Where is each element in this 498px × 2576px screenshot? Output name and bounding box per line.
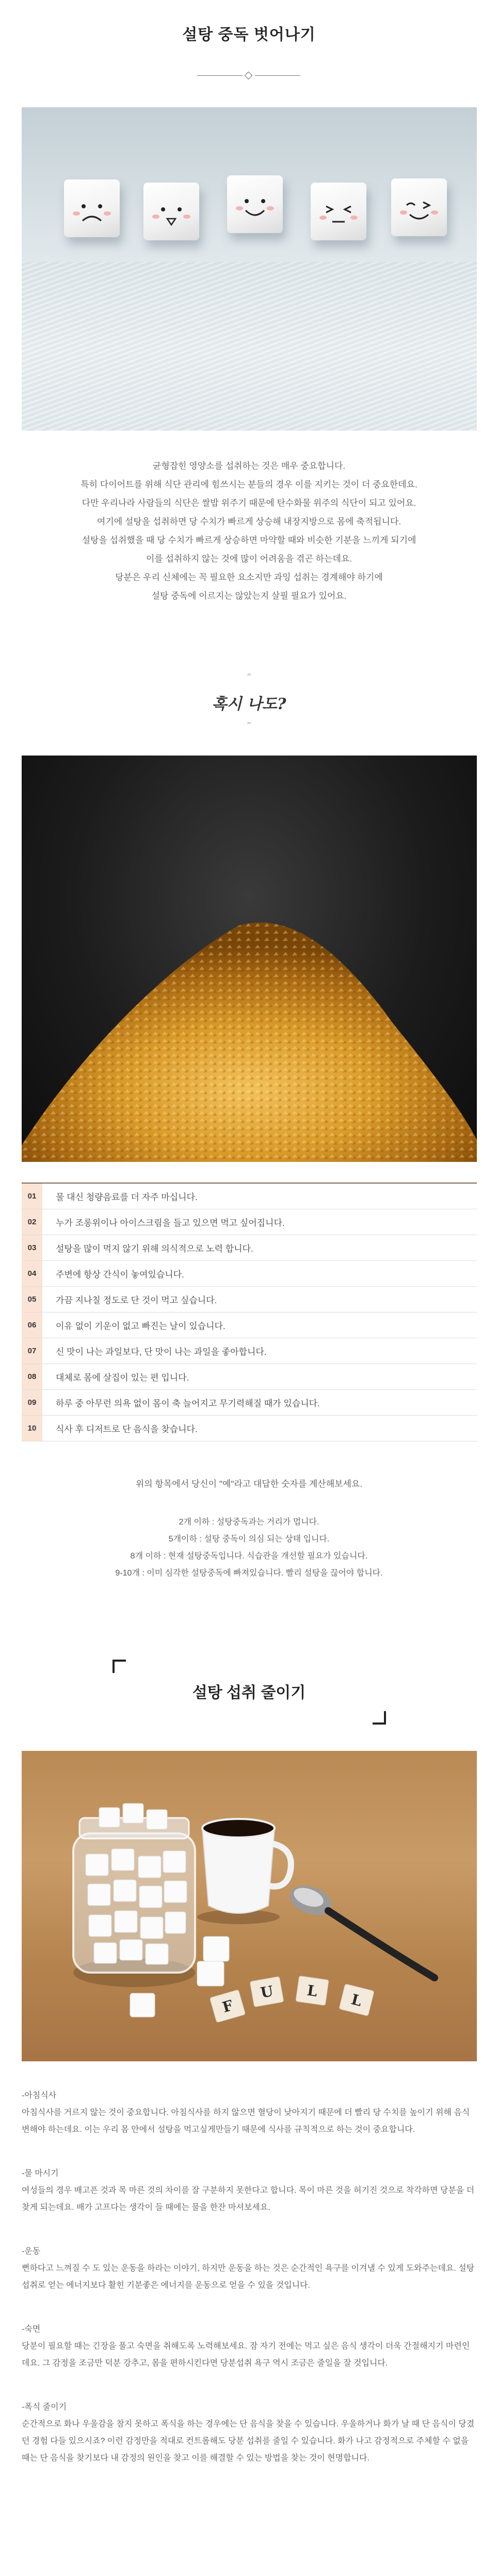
- tip-sleep: -숙면 당분이 필요할 때는 긴장을 풀고 숙면을 취해도록 노력해보세요. 잠 자기 전에는 먹고 싶은 음식 생각이 더욱 간절해지기 마련인데요. 그 감정을 조금만 덕분 강추고, 몸을 편하시킨다면 당분섭취 욕구 역시 조금은 줄일을 잘 것입니다.: [22, 2325, 470, 2368]
- corner-bracket-top-left: [113, 1660, 126, 1673]
- diamond-icon: [245, 72, 253, 80]
- tip-water: -물 마시기 여성들의 경우 배고픈 것과 목 마른 것의 차이를 잘 구분하지 못한다고 합니다. 목이 마른 것을 허기진 것으로 착각하면 당분을 더 찾게 되는데요. 배가 고프다는 생각이 들 때에는 물을 한잔 마셔보세요.: [22, 2169, 475, 2212]
- list-item: 06 이유 없이 기운이 없고 빠진는 날이 있습니다.: [22, 1312, 477, 1338]
- corner-bracket-bottom-right: [373, 1711, 386, 1725]
- list-item: 03 설탕을 많이 먹지 않기 위해 의식적으로 노력 합니다.: [22, 1235, 477, 1261]
- tile-letter: L: [349, 1991, 364, 2010]
- list-item: 07 신 맛이 나는 과일보다, 단 맛이 나는 과일을 좋아합니다.: [22, 1338, 477, 1364]
- list-item: 04 주변에 항상 간식이 놓여있습니다.: [22, 1261, 477, 1287]
- result-scale: 2개 이하 : 설탕중독과는 거리가 멉니다. 5개이하 : 설탕 중독이 의심 되는 상태 입니다. 8개 이하 : 현재 설탕중독입니다. 식습관을 개선할 필요가 있습니다. 9-10개 : 이미 심각한 설탕중독에 빠져있습니다. 빨리 설탕을 끊어야 합니다.: [115, 1518, 383, 1578]
- section-title: 설탕 섭취 줄이기: [192, 1684, 306, 1701]
- tile-letter: U: [259, 1982, 275, 2001]
- title-divider: [197, 72, 300, 79]
- wink-face-cube: [391, 178, 447, 236]
- list-item: 10 식사 후 디저트로 단 음식을 찾습니다.: [22, 1416, 477, 1441]
- tile-letter: F: [220, 1996, 235, 2016]
- list-item: 02 누가 조롱위이나 아이스크림을 들고 있으면 먹고 싶어집니다.: [22, 1209, 477, 1235]
- squint-face-cube: [311, 183, 366, 240]
- tips-section: [22, 2087, 477, 2493]
- smile-face-cube: [227, 175, 283, 233]
- result-intro: 위의 항목에서 당신이 "예"라고 대답한 숫자를 계산해보세요.: [135, 1479, 363, 1489]
- sugar-addiction-checklist: [22, 1183, 477, 1441]
- section-subtitle: 혹시 나도?: [212, 695, 286, 713]
- intro-paragraph: 균형잡힌 영양소를 섭취하는 것은 매우 중요합니다. 특히 다이어트를 위해 식단 관리에 힘쓰시는 분들의 경우 이를 지키는 것이 더 중요한데요. 다만 우리나라 사람들의 식단은 쌀밥 위주기 때문에 탄수화물 위주의 식단이 되고 있어요. 여기에 설탕을 섭취하면 당 수치가 빠르게 상승해 내장지방으로 몸에 축적됩니다. 설탕을 섭취했을 때 당 수치가 빠르게 상승하면 마약할 때와 비슷한 기분을 느끼게 되기에 이를 섭취하지 않는 것에 많이 어려움을 겪곤 하는데요. 당분은 우리 신체에는 꼭 필요한 요소지만 과잉 섭취는 경계해야 하기에 설탕 중독에 이르지는 않았는지 살필 필요가 있어요.: [81, 461, 417, 601]
- list-item: 08 대체로 몸에 살집이 있는 편 입니다.: [22, 1364, 477, 1390]
- open-quote-icon: “: [246, 672, 252, 683]
- list-item: 05 가끔 지나칠 정도로 단 것이 먹고 싶습니다.: [22, 1287, 477, 1312]
- list-item: 09 하루 중 아무런 의욕 없이 몸이 축 늘어지고 무기력해질 때가 있습니다.: [22, 1390, 477, 1416]
- list-item: 01 물 대신 청량음료를 더 자주 마십니다.: [22, 1184, 477, 1209]
- sad-face-cube: [64, 179, 120, 237]
- tip-exercise: -운동 뻔하다고 느껴질 수 도 있는 운동을 하라는 이야기, 하지만 운동을 하는 것은 순간적인 욕구를 이겨낼 수 있게 도와주는데요. 설탕 섭취로 얻는 에너지보다 활힌 기분좋은 에너지를 운동으로 얻을 수 있을 것입니다.: [22, 2247, 475, 2290]
- close-quote-icon: ”: [246, 720, 252, 731]
- tip-binge: -폭식 줄이기 순간적으로 화나 우울감을 참지 못하고 폭식을 하는 경우에는 단 음식을 찾을 수 있습니다. 우울하거나 화가 날 때 단 음식이 당겼던 경험 다들 있으시죠? 이런 감정만을 적대로 컨트롤해도 당분 섭취를 줄일 수 있습니다. 화가 나고 감정적으로 주체할 수 없을 때는 단 음식을 찾기보다 내 감정의 원인을 찾고 이를 해결할 수 있는 방법을 찾는 것이 현명합니다.: [22, 2403, 475, 2463]
- sugar-jar-coffee-image: [22, 1751, 477, 2061]
- surprised-face-cube: [143, 183, 199, 240]
- brown-sugar-pile-image: [22, 756, 477, 1162]
- tile-letter: L: [306, 1981, 318, 2000]
- sugar-cubes-faces-image: [22, 107, 477, 431]
- page-title: 설탕 중독 벗어나기: [182, 26, 316, 43]
- tip-breakfast: -아침식사 아침식사를 거르지 않는 것이 중요합니다. 아침식사를 하지 않으면 혈당이 낮아지기 때문에 더 빨리 당 수치를 높이기 위해 음식 변해야 하는데요. 이는 우리 몸 안에서 설탕을 먹고싶게만들기 때문에 식사를 규칙적으로 하는 것이 중요합니다.: [22, 2091, 470, 2134]
